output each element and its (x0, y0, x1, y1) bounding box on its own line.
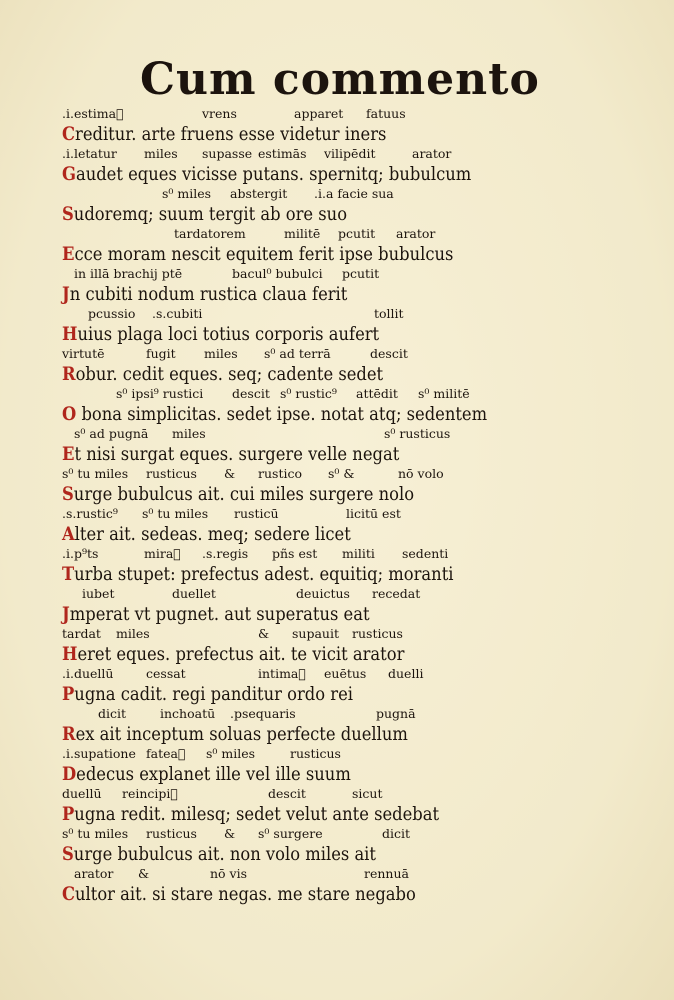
gloss-word: pcussio (88, 306, 136, 321)
gloss-word: s⁰ & (328, 466, 355, 481)
interlinear-gloss (62, 544, 502, 564)
gloss-word: dicit (382, 826, 411, 841)
gloss-word: miraᷓ (144, 546, 181, 561)
verse-text: ex ait inceptum soluas perfecte duellum (75, 723, 408, 745)
verse-text: urba stupet: prefectus adest. equitiq; moranti (74, 563, 454, 585)
interlinear-gloss (62, 464, 502, 484)
rubricated-initial: R (62, 363, 76, 385)
gloss-word: descit (232, 386, 270, 401)
verse-text: cce moram nescit equitem ferit ipse bubulcus (74, 243, 454, 265)
gloss-word: fugit (146, 346, 176, 361)
verse-text: bona simplicitas. sedet ipse. notat atq; sedentem (76, 403, 488, 425)
gloss-word: militē (284, 226, 321, 241)
interlinear-gloss (62, 864, 502, 884)
verse-line (62, 444, 440, 464)
gloss-word: .s.rustic⁹ (62, 506, 118, 521)
gloss-word: duelli (388, 666, 424, 681)
rubricated-initial: G (62, 163, 76, 185)
gloss-word: pñs est (272, 546, 318, 561)
verse-line (62, 684, 440, 704)
gloss-word: tardat (62, 626, 101, 641)
gloss-word: euētus (324, 666, 367, 681)
gloss-word: pcutit (338, 226, 376, 241)
gloss-word: s⁰ ad terrā (264, 346, 331, 361)
gloss-word: arator (74, 866, 114, 881)
interlinear-gloss (62, 264, 502, 284)
interlinear-gloss (62, 424, 502, 444)
gloss-word: in illā brachij ptē (74, 266, 183, 281)
verse-line (62, 243, 454, 265)
verse-line (62, 724, 440, 744)
gloss-word: nō volo (398, 466, 444, 481)
verse-line (62, 844, 440, 864)
gloss-word: sedenti (402, 546, 449, 561)
gloss-word: s⁰ rustic⁹ (280, 386, 337, 401)
verse-text: t nisi surgat eques. surgere velle negat (74, 443, 400, 465)
gloss-word: supauit (292, 626, 339, 641)
interlinear-gloss (62, 224, 502, 244)
verse-line (62, 364, 440, 384)
verse-line (62, 884, 440, 904)
rubricated-initial: J (62, 283, 70, 305)
gloss-word: s⁰ tu miles (142, 506, 209, 521)
verse-line (62, 524, 440, 544)
interlinear-gloss (62, 184, 502, 204)
gloss-word: s⁰ miles (206, 746, 256, 761)
gloss-word: arator (396, 226, 436, 241)
verse-line (62, 324, 440, 344)
gloss-word: .i.letatur (62, 146, 117, 161)
interlinear-gloss (62, 504, 502, 524)
interlinear-gloss (62, 344, 502, 364)
text-block (62, 104, 502, 904)
rubricated-initial: S (62, 203, 74, 225)
gloss-word: s⁰ surgere (258, 826, 323, 841)
interlinear-gloss (62, 584, 502, 604)
gloss-word: & (224, 466, 236, 481)
rubricated-initial: O (62, 403, 77, 425)
interlinear-gloss (62, 784, 502, 804)
gloss-word: deuictus (296, 586, 350, 601)
gloss-word: .s.regis (202, 546, 249, 561)
verse-text: ugna cadit. regi panditur ordo rei (74, 683, 353, 705)
verse-text: urge bubulcus ait. non volo miles ait (73, 843, 376, 865)
running-header (140, 52, 540, 108)
interlinear-gloss (62, 824, 502, 844)
gloss-word: .psequaris (230, 706, 296, 721)
gloss-word: arator (412, 146, 452, 161)
verse-text: lter ait. sedeas. meq; sedere licet (74, 523, 351, 545)
gloss-word: intimaᷓ (258, 666, 306, 681)
rubricated-initial: S (62, 843, 74, 865)
verse-text: eret eques. prefectus ait. te vicit arator (77, 643, 405, 665)
verse-text: urge bubulcus ait. cui miles surgere nolo (73, 483, 415, 505)
gloss-word: fatuus (366, 106, 406, 121)
gloss-word: & (224, 826, 236, 841)
gloss-word: rennuā (364, 866, 409, 881)
verse-line (62, 563, 454, 585)
gloss-word: dicit (98, 706, 127, 721)
verse-line (62, 764, 440, 784)
gloss-word: .i.p⁹ts (62, 546, 99, 561)
gloss-word: .i.a facie sua (314, 186, 394, 201)
gloss-word: s⁰ rusticus (384, 426, 451, 441)
header-text: um commento (176, 54, 540, 105)
gloss-word: supasse (202, 146, 253, 161)
rubricated-initial: R (62, 723, 76, 745)
verse-text: ultor ait. si stare negas. me stare negabo (75, 883, 416, 905)
gloss-word: miles (172, 426, 206, 441)
gloss-word: vrens (202, 106, 237, 121)
gloss-word: reincipiᷓ (122, 786, 178, 801)
verse-line (62, 284, 440, 304)
rubricated-initial: C (62, 883, 76, 905)
gloss-word: iubet (82, 586, 115, 601)
verse-text: udoremq; suum tergit ab ore suo (73, 203, 348, 225)
rubricated-initial: D (62, 763, 77, 785)
header-initial: C (140, 54, 177, 105)
gloss-word: s⁰ militē (418, 386, 470, 401)
gloss-word: rusticū (234, 506, 279, 521)
gloss-word: miles (204, 346, 238, 361)
gloss-word: descit (370, 346, 408, 361)
rubricated-initial: E (62, 243, 75, 265)
gloss-word: nō vis (210, 866, 248, 881)
gloss-word: fateaᷓ (146, 746, 186, 761)
interlinear-gloss (62, 304, 502, 324)
gloss-word: rustico (258, 466, 302, 481)
verse-text: n cubiti nodum rustica claua ferit (69, 283, 348, 305)
gloss-word: sicut (352, 786, 383, 801)
gloss-word: militi (342, 546, 375, 561)
verse-text: edecus explanet ille vel ille suum (76, 763, 351, 785)
gloss-word: s⁰ tu miles (62, 826, 129, 841)
gloss-word: recedat (372, 586, 421, 601)
verse-line (62, 644, 440, 664)
verse-line (62, 484, 440, 504)
gloss-word: pcutit (342, 266, 380, 281)
interlinear-gloss (62, 144, 502, 164)
interlinear-gloss (62, 704, 502, 724)
verse-line (62, 804, 440, 824)
gloss-word: s⁰ tu miles (62, 466, 129, 481)
gloss-word: descit (268, 786, 306, 801)
gloss-word: licitū est (346, 506, 401, 521)
rubricated-initial: C (62, 123, 76, 145)
interlinear-gloss (62, 624, 502, 644)
gloss-word: s⁰ ipsi⁹ rustici (116, 386, 204, 401)
rubricated-initial: A (62, 523, 75, 545)
gloss-word: .i.supatione (62, 746, 136, 761)
gloss-word: apparet (294, 106, 344, 121)
gloss-word: duellet (172, 586, 216, 601)
verse-line (62, 403, 488, 425)
gloss-word: s⁰ miles (162, 186, 212, 201)
gloss-word: miles (116, 626, 150, 641)
gloss-word: .s.cubiti (152, 306, 203, 321)
rubricated-initial: J (62, 603, 70, 625)
verse-text: audet eques vicisse putans. spernitq; bubulcum (75, 163, 472, 185)
rubricated-initial: H (62, 323, 78, 345)
gloss-word: inchoatū (160, 706, 216, 721)
verse-text: reditur. arte fruens esse videtur iners (75, 123, 387, 145)
verse-text: ugna redit. milesq; sedet velut ante sedebat (74, 803, 440, 825)
gloss-word: virtutē (62, 346, 105, 361)
gloss-word: estimās (258, 146, 307, 161)
verse-line (62, 204, 440, 224)
verse-text: mperat vt pugnet. aut superatus eat (69, 603, 370, 625)
gloss-word: tollit (374, 306, 404, 321)
interlinear-gloss (62, 664, 502, 684)
gloss-word: pugnā (376, 706, 416, 721)
gloss-word: rusticus (146, 826, 197, 841)
gloss-word: tardatorem (174, 226, 246, 241)
gloss-word: abstergit (230, 186, 288, 201)
gloss-word: miles (144, 146, 178, 161)
gloss-word: rusticus (146, 466, 197, 481)
gloss-word: & (258, 626, 270, 641)
rubricated-initial: P (62, 683, 75, 705)
verse-text: obur. cedit eques. seq; cadente sedet (75, 363, 384, 385)
gloss-word: attēdit (356, 386, 398, 401)
verse-line (62, 124, 440, 144)
gloss-word: rusticus (290, 746, 341, 761)
verse-line (62, 604, 440, 624)
rubricated-initial: E (62, 443, 75, 465)
verse-text: uius plaga loci totius corporis aufert (77, 323, 380, 345)
rubricated-initial: S (62, 483, 74, 505)
gloss-word: .i.duellū (62, 666, 114, 681)
rubricated-initial: P (62, 803, 75, 825)
gloss-word: .i.estimaᷓ (62, 106, 124, 121)
gloss-word: s⁰ ad pugnā (74, 426, 149, 441)
gloss-word: rusticus (352, 626, 403, 641)
interlinear-gloss (62, 104, 502, 124)
rubricated-initial: H (62, 643, 78, 665)
gloss-word: duellū (62, 786, 102, 801)
gloss-word: bacul⁰ bubulci (232, 266, 323, 281)
interlinear-gloss (62, 744, 502, 764)
gloss-word: & (138, 866, 150, 881)
interlinear-gloss (62, 384, 502, 404)
verse-line (62, 163, 472, 185)
gloss-word: cessat (146, 666, 186, 681)
rubricated-initial: T (62, 563, 75, 585)
gloss-word: vilipēdit (324, 146, 376, 161)
